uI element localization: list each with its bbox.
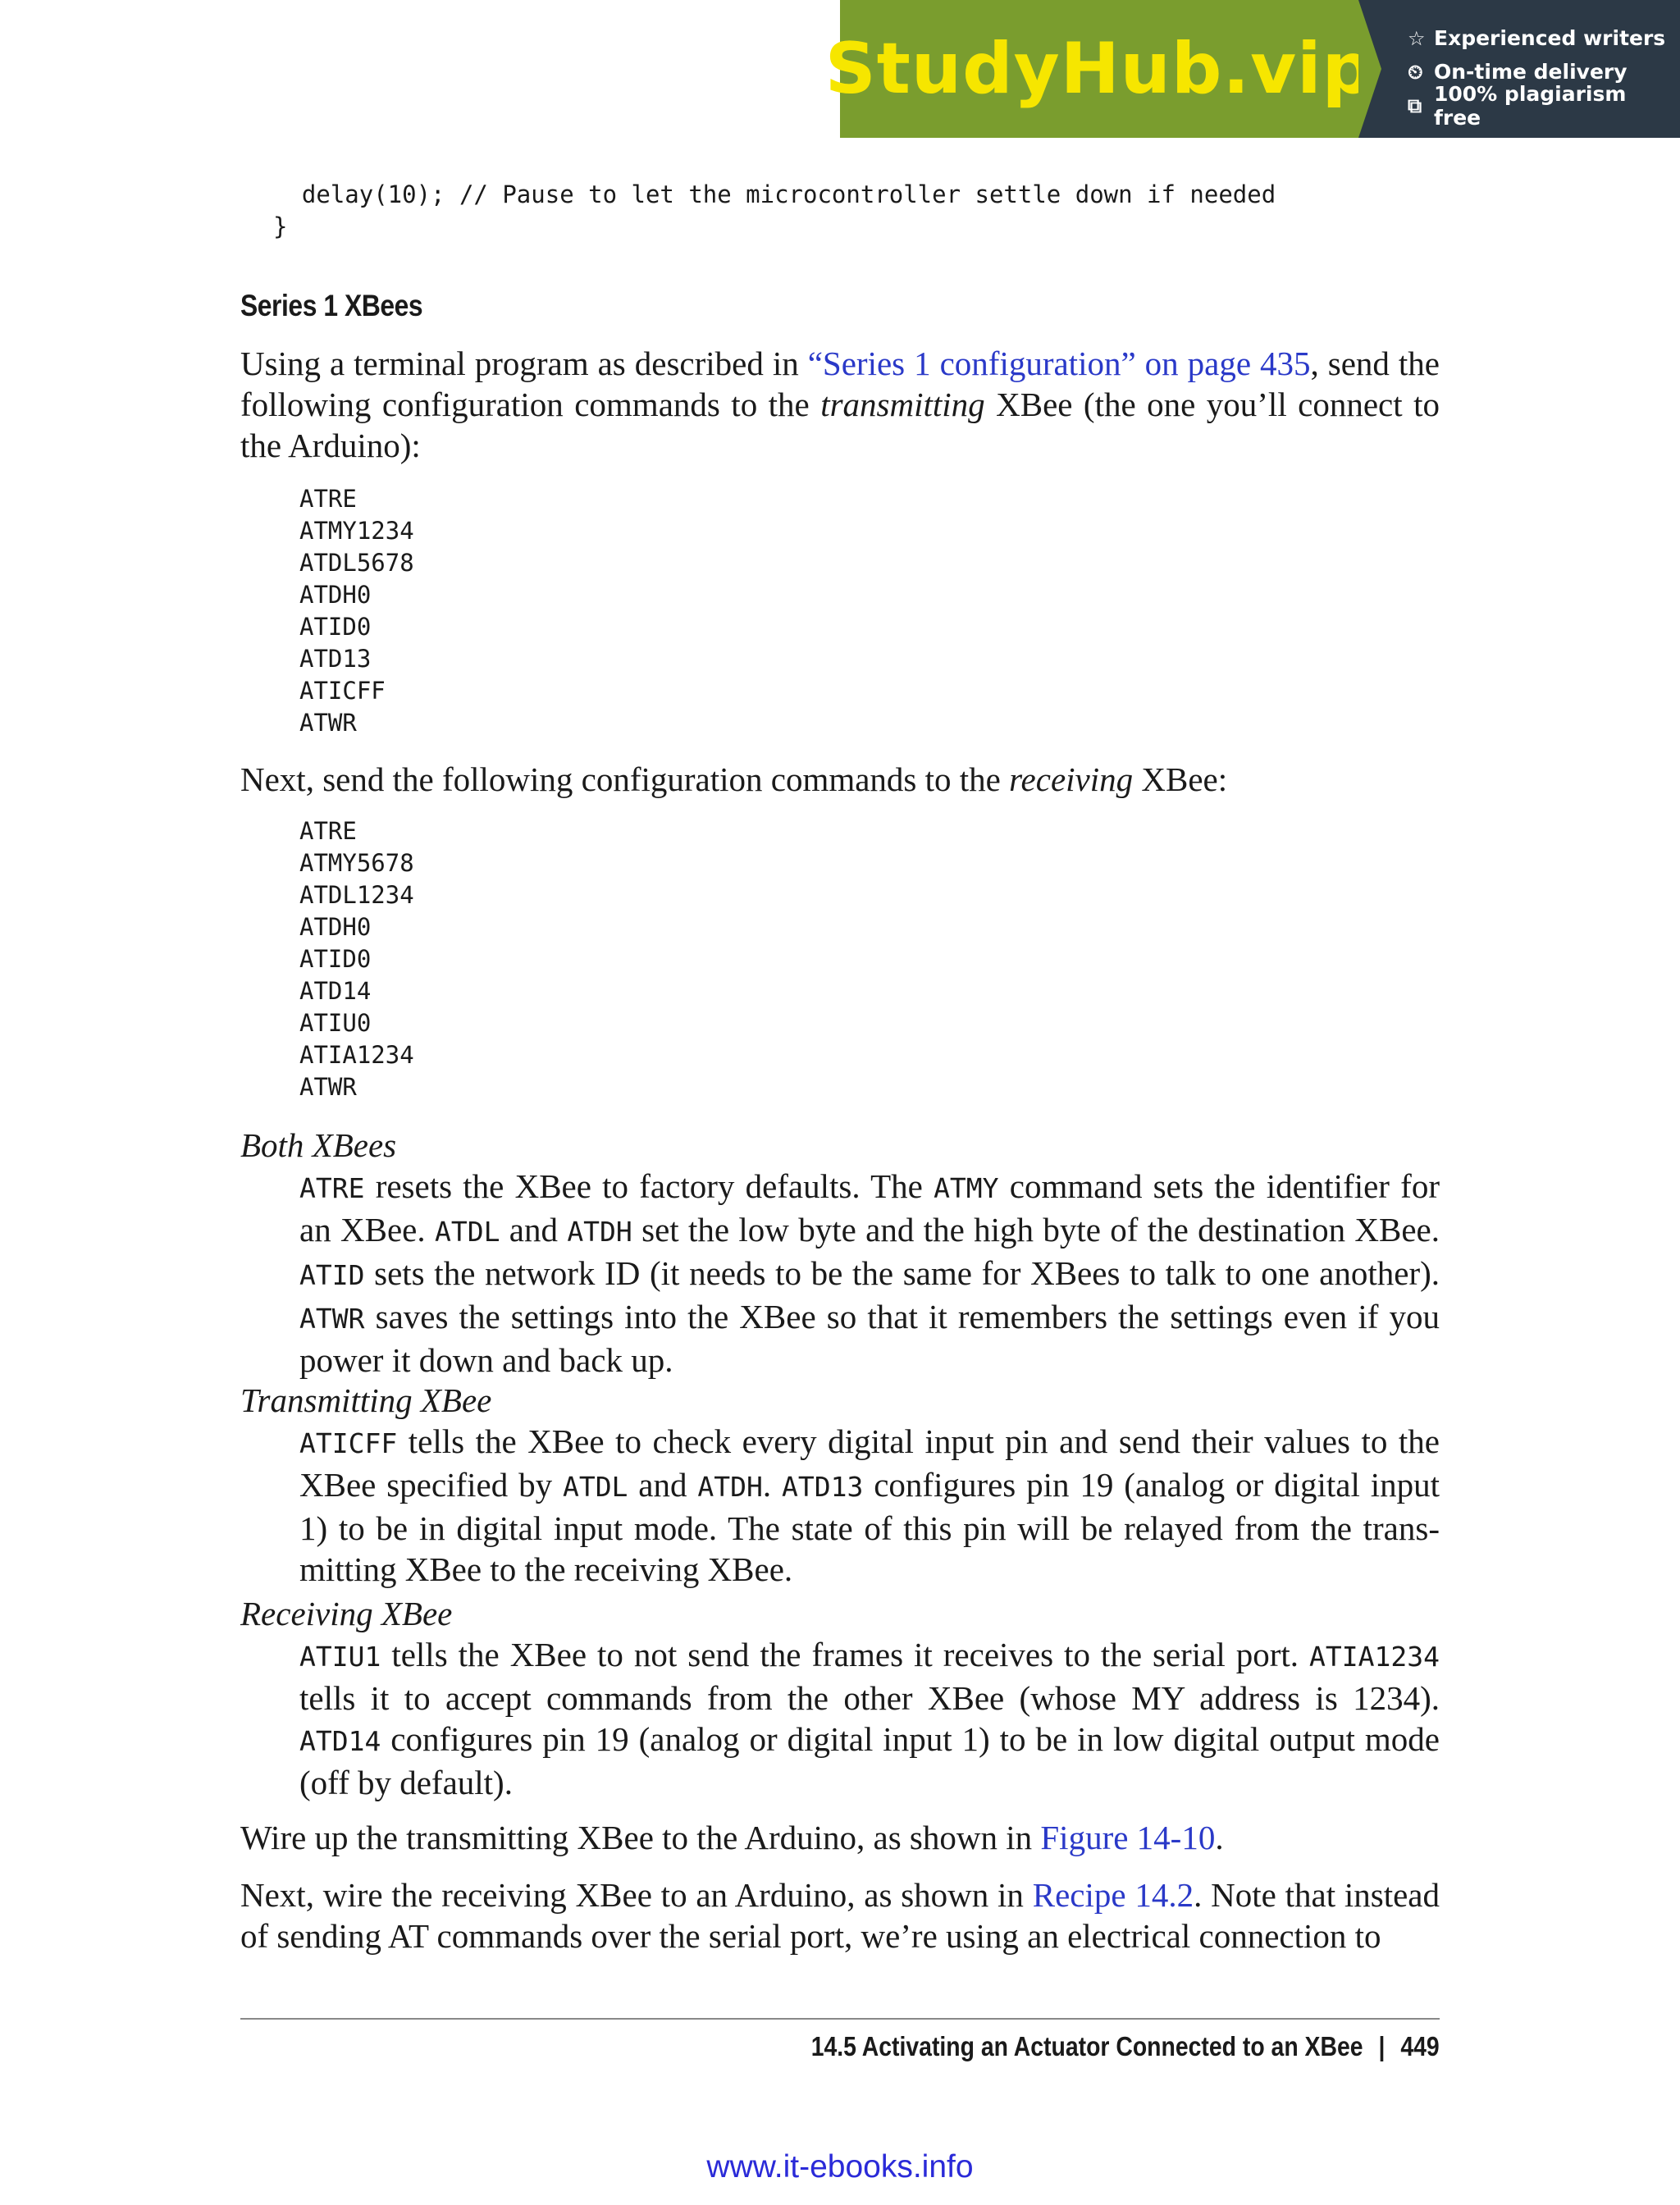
definition-text: configures pin 19 (analog or digital input 1) to be in low digital output mode (off by default). — [299, 1720, 1440, 1801]
paragraph-text: . Note that instead of sending AT commands over the serial port, we’re using an electrical connection to — [240, 1876, 1440, 1955]
clock-icon: ⏲ — [1408, 60, 1423, 84]
intro-paragraph — [240, 343, 1440, 466]
paragraph-text: Wire up the transmitting XBee to the Arduino, as shown in — [240, 1819, 1041, 1856]
inline-code: ATMY — [934, 1172, 999, 1204]
banner-feature — [1408, 81, 1680, 130]
term-receiving-xbee: Receiving XBee — [240, 1595, 453, 1632]
banner-feature-text: 100% plagiarism free — [1433, 81, 1627, 130]
intro-text: XBee (the one you’ll connect to the Arduino): — [240, 386, 1440, 464]
inline-code: ATD14 — [299, 1725, 381, 1757]
paragraph-text: Next, wire the receiving XBee to an Arduino, as shown in — [240, 1876, 1033, 1914]
definition-text: and — [500, 1211, 568, 1249]
banner-feature-list — [1358, 0, 1680, 138]
intro-text: , send the following configuration commands to the — [240, 345, 1440, 423]
definition-text: set the low byte and the high byte of the destination XBee. — [632, 1211, 1440, 1249]
definition-text: tells the XBee to not send the frames it receives to the serial port. — [381, 1636, 1310, 1673]
definition-transmitting-xbee — [299, 1421, 1440, 1590]
definition-text: command sets the identifier for an XBee. — [299, 1167, 1440, 1249]
code-block-delay: delay(10); // Pause to let the microcontroller settle down if needed } — [273, 180, 1276, 240]
recipe-14-2-link[interactable]: Recipe 14.2 — [1032, 1876, 1194, 1914]
definition-text: saves the settings into the XBee so that it remembers the settings even if you power it down and back up. — [299, 1298, 1440, 1379]
inline-code: ATRE — [299, 1172, 365, 1204]
footer-section-title: 14.5 Activating an Actuator Connected to an XBee — [811, 2031, 1363, 2061]
star-icon: ☆ — [1408, 26, 1426, 50]
wire-transmitter-paragraph — [240, 1817, 1440, 1858]
definition-text: tells it to accept commands from the other XBee (whose MY address is 1234). — [299, 1679, 1440, 1717]
promo-banner[interactable] — [824, 0, 1680, 138]
inline-code: ATID — [299, 1259, 365, 1291]
intro-text: Using a terminal program as described in — [240, 345, 808, 382]
definition-text: . — [762, 1466, 782, 1504]
paragraph-emphasis: receiving — [1009, 760, 1134, 798]
receiving-intro-paragraph — [240, 759, 1440, 800]
paragraph-text: XBee: — [1133, 760, 1228, 798]
inline-code: ATICFF — [299, 1427, 398, 1459]
inline-code: ATDH — [697, 1471, 763, 1503]
definition-text: configures pin 19 (analog or digital input 1) to be in digital input mode. The state of this pin will be relayed from the transmitting XBee to the receiving XBee. — [299, 1466, 1440, 1588]
copy-icon: ⧉ — [1408, 94, 1422, 117]
inline-code: ATDH — [567, 1216, 632, 1248]
definition-receiving-xbee — [299, 1634, 1440, 1803]
inline-code: ATD13 — [782, 1471, 864, 1503]
definition-text: tells the XBee to check every digital input pin and send their values to the XBee specified by — [299, 1422, 1440, 1504]
inline-code: ATIA1234 — [1309, 1641, 1440, 1673]
paragraph-text: . — [1215, 1819, 1224, 1856]
definition-text: sets the network ID (it needs to be the same for XBees to talk to one another). — [364, 1254, 1440, 1292]
banner-feature-text: On-time delivery — [1434, 60, 1628, 84]
inline-code: ATDL — [562, 1471, 628, 1503]
banner-feature-text: Experienced writers — [1434, 26, 1666, 50]
intro-emphasis: transmitting — [820, 386, 985, 423]
watermark-link[interactable]: www.it-ebooks.info — [706, 2149, 974, 2184]
section-heading: Series 1 XBees — [240, 289, 423, 322]
wire-receiver-paragraph — [240, 1874, 1440, 1956]
inline-code: ATWR — [299, 1303, 365, 1335]
banner-logo-text: StudyHub.vip — [824, 28, 1374, 110]
paragraph-text: Next, send the following configuration commands to the — [240, 760, 1010, 798]
page-number: 449 — [1400, 2031, 1440, 2061]
inline-code: ATDL — [434, 1216, 500, 1248]
receive-command-list: ATRE ATMY5678 ATDL1234 ATDH0 ATID0 ATD14 ATIU0 ATIA1234 ATWR — [299, 817, 414, 1101]
transmit-command-list: ATRE ATMY1234 ATDL5678 ATDH0 ATID0 ATD13 ATICFF ATWR — [299, 485, 414, 737]
term-transmitting-xbee: Transmitting XBee — [240, 1381, 492, 1419]
footer-rule — [240, 2018, 1440, 2020]
inline-code: ATIU1 — [299, 1641, 381, 1673]
series1-config-link[interactable]: “Series 1 configuration” on page 435 — [807, 345, 1311, 382]
banner-feature — [1408, 21, 1680, 55]
page-footer — [811, 2031, 1440, 2062]
figure-14-10-link[interactable]: Figure 14-10 — [1040, 1819, 1216, 1856]
footer-separator: | — [1378, 2031, 1386, 2061]
definition-text: resets the XBee to factory defaults. The — [364, 1167, 934, 1205]
banner-logo[interactable] — [824, 0, 1374, 138]
definition-text: and — [628, 1466, 698, 1504]
term-both-xbees: Both XBees — [240, 1126, 397, 1164]
definition-both-xbees — [299, 1166, 1440, 1381]
